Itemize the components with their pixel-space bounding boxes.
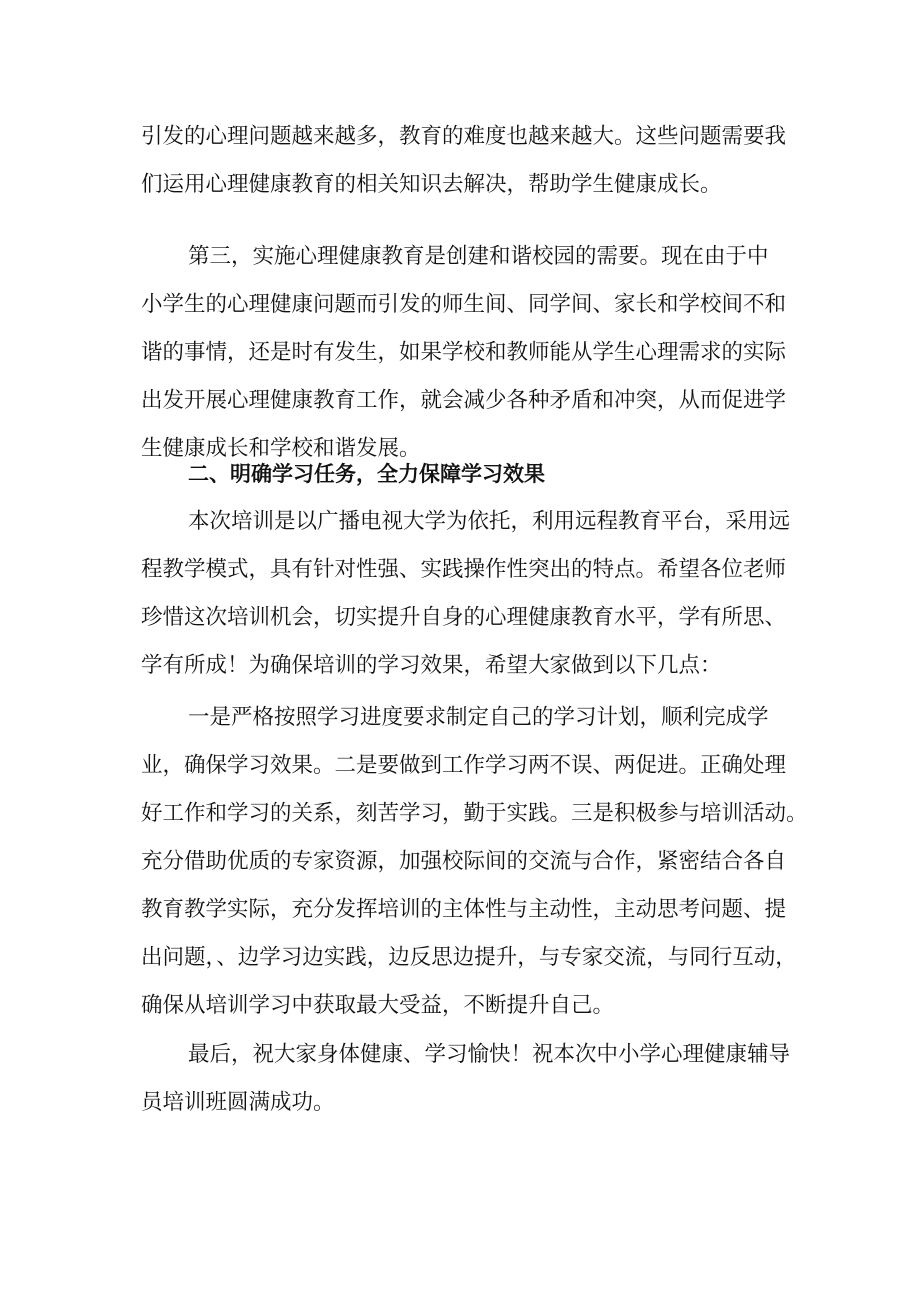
text-line: 引发的心理问题越来越多，教育的难度也越来越大。这些问题需要我	[141, 124, 787, 149]
text-line: 谐的事情，还是时有发生，如果学校和教师能从学生心理需求的实际	[141, 340, 787, 365]
text-line: 业，确保学习效果。二是要做到工作学习两不误、两促进。正确处理	[141, 753, 787, 778]
text-line: 珍惜这次培训机会，切实提升自身的心理健康教育水平，学有所思、	[141, 605, 787, 630]
section-heading: 二、明确学习任务，全力保障学习效果	[188, 462, 545, 486]
text-line: 充分借助优质的专家资源，加强校际间的交流与合作，紧密结合各自	[141, 849, 787, 874]
text-line: 确保从培训学习中获取最大受益，不断提升自己。	[141, 993, 615, 1018]
section-heading-block	[141, 450, 781, 498]
text-line: 好工作和学习的关系，刻苦学习，勤于实践。三是积极参与培训活动。	[141, 801, 808, 826]
text-line: 本次培训是以广播电视大学为依托，利用远程教育平台，采用远	[188, 509, 791, 534]
text-line: 一是严格按照学习进度要求制定自己的学习计划，顺利完成学	[188, 705, 769, 730]
text-line: 第三，实施心理健康教育是创建和谐校园的需要。现在由于中	[188, 244, 769, 269]
text-line: 教育教学实际，充分发挥培训的主体性与主动性，主动思考问题、提	[141, 897, 787, 922]
paragraph-training-description	[141, 498, 791, 690]
paragraph-mental-health-problems	[141, 113, 787, 209]
text-line: 学有所成！为确保培训的学习效果，希望大家做到以下几点：	[141, 653, 722, 678]
text-line: 小学生的心理健康问题而引发的师生间、同学间、家长和学校间不和	[141, 292, 787, 317]
text-line: 出发开展心理健康教育工作，就会减少各种矛盾和冲突，从而促进学	[141, 388, 787, 413]
paragraph-third-harmonious-campus	[141, 233, 787, 473]
text-line: 们运用心理健康教育的相关知识去解决，帮助学生健康成长。	[141, 172, 722, 197]
text-line: 程教学模式，具有针对性强、实践操作性突出的特点。希望各位老师	[141, 557, 787, 582]
text-line: 最后，祝大家身体健康、学习愉快！祝本次中小学心理健康辅导	[188, 1042, 791, 1067]
paragraph-study-requirements	[141, 694, 808, 1030]
text-line: 员培训班圆满成功。	[141, 1090, 335, 1115]
text-line: 出问题，、边学习边实践，边反思边提升，与专家交流，与同行互动，	[141, 945, 797, 970]
paragraph-closing-wishes	[141, 1031, 791, 1127]
text-line: 生健康成长和学校和谐发展。	[141, 436, 421, 461]
